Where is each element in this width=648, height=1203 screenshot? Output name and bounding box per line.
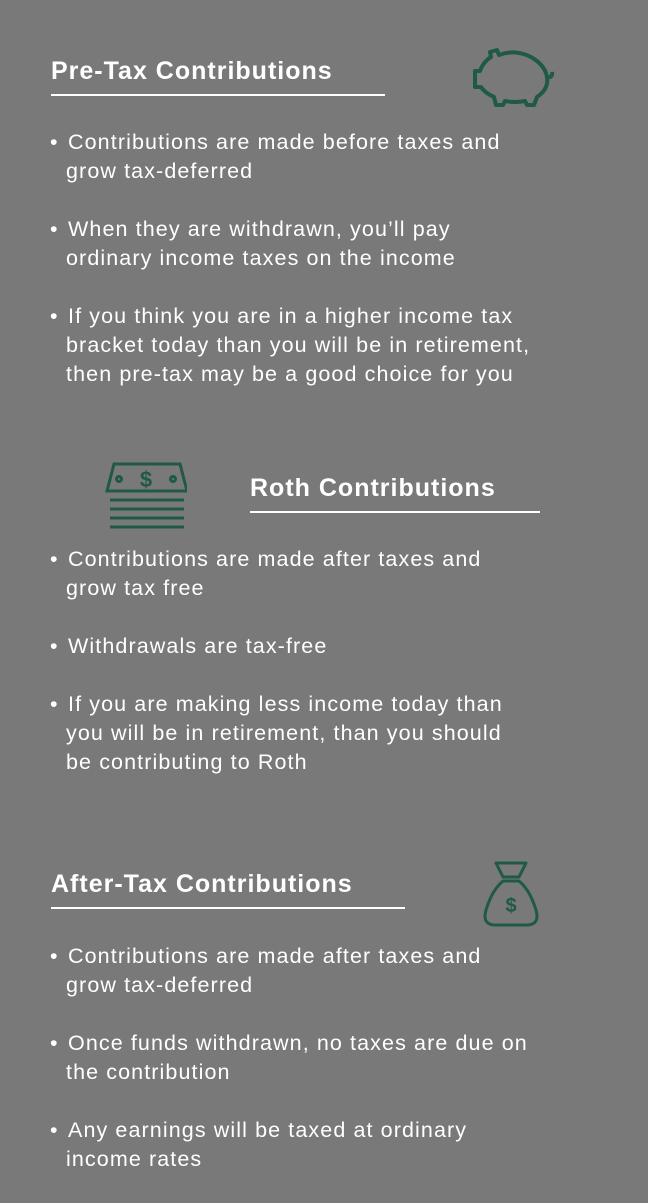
after-tax-bullets bbox=[50, 942, 528, 1203]
cash-stack-icon bbox=[105, 462, 187, 532]
bullet-line: • Any earnings will be taxed at ordinary bbox=[68, 1118, 468, 1142]
list-item bbox=[50, 942, 528, 1000]
pre-tax-bullets bbox=[50, 128, 530, 418]
list-item bbox=[50, 1116, 528, 1174]
bullet-line: income rates bbox=[66, 1147, 203, 1171]
bullet-line: the contribution bbox=[66, 1060, 231, 1084]
bullet-line: • Once funds withdrawn, no taxes are due on bbox=[68, 1031, 528, 1055]
bullet-line: • If you think you are in a higher income tax bbox=[68, 304, 514, 328]
bullet-line: • Contributions are made before taxes and bbox=[68, 130, 501, 154]
piggy-bank-icon bbox=[465, 45, 560, 120]
bullet-line: you will be in retirement, than you should bbox=[66, 721, 502, 745]
list-item bbox=[50, 302, 530, 389]
list-item bbox=[50, 690, 503, 777]
svg-text:$: $ bbox=[505, 895, 517, 917]
list-item bbox=[50, 128, 530, 186]
section-title-after-tax: After-Tax Contributions bbox=[51, 869, 405, 909]
list-item bbox=[50, 632, 503, 661]
bullet-line: grow tax-deferred bbox=[66, 973, 254, 997]
list-item bbox=[50, 215, 530, 273]
bullet-line: • If you are making less income today than bbox=[68, 692, 503, 716]
bullet-line: grow tax-deferred bbox=[66, 159, 254, 183]
section-title-roth: Roth Contributions bbox=[250, 473, 540, 513]
roth-bullets bbox=[50, 545, 503, 806]
bullet-line: ordinary income taxes on the income bbox=[66, 246, 456, 270]
bullet-line: be contributing to Roth bbox=[66, 750, 308, 774]
bullet-line: • Contributions are made after taxes and bbox=[68, 547, 482, 571]
bullet-line: bracket today than you will be in retirement, bbox=[66, 333, 531, 357]
bullet-line: • Contributions are made after taxes and bbox=[68, 944, 482, 968]
list-item bbox=[50, 1029, 528, 1087]
svg-text:$: $ bbox=[139, 467, 153, 492]
bullet-line: • When they are withdrawn, you’ll pay bbox=[68, 217, 451, 241]
section-title-pre-tax: Pre-Tax Contributions bbox=[51, 56, 385, 96]
bullet-line: • Withdrawals are tax-free bbox=[68, 634, 328, 658]
money-bag-icon bbox=[480, 860, 542, 930]
list-item bbox=[50, 545, 503, 603]
bullet-line: then pre-tax may be a good choice for you bbox=[66, 362, 514, 386]
bullet-line: grow tax free bbox=[66, 576, 205, 600]
